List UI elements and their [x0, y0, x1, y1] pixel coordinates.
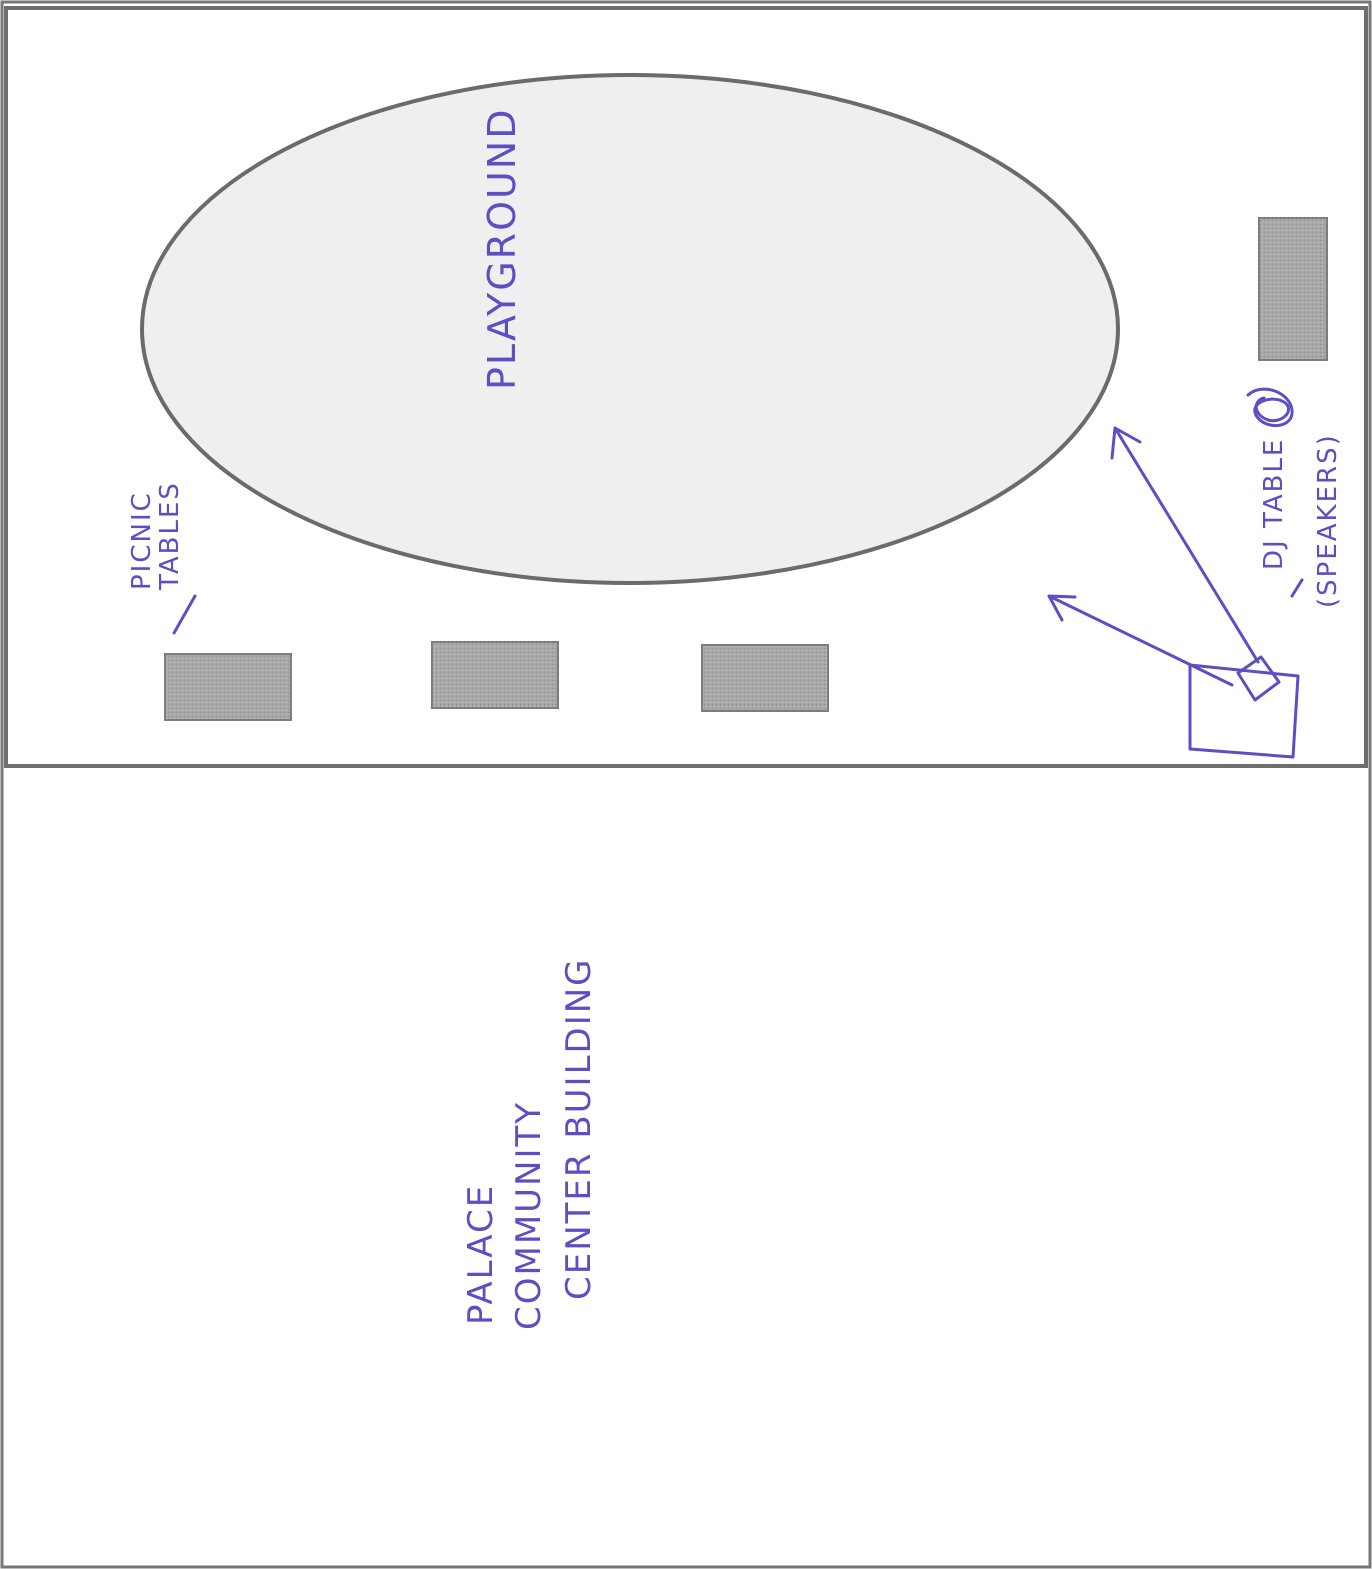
picnic-table: [165, 654, 291, 720]
building-label-line3: CENTER BUILDING: [559, 957, 599, 1300]
dj-table-label-line2: (SPEAKERS): [1313, 433, 1343, 608]
picnic-table: [702, 645, 828, 711]
dj-table-label-line1: DJ TABLE: [1259, 437, 1289, 570]
picnic-table: [432, 642, 558, 708]
building-label-line2: COMMUNITY: [509, 1100, 549, 1330]
playground-area: [142, 75, 1118, 583]
picnic-tables-label-line2: TABLES: [155, 481, 185, 590]
playground-label: PLAYGROUND: [480, 107, 524, 390]
building-label-line1: PALACE: [461, 1183, 501, 1325]
picnic-tables-label-line1: PICNIC: [127, 491, 157, 590]
speaker-block: [1259, 218, 1327, 360]
